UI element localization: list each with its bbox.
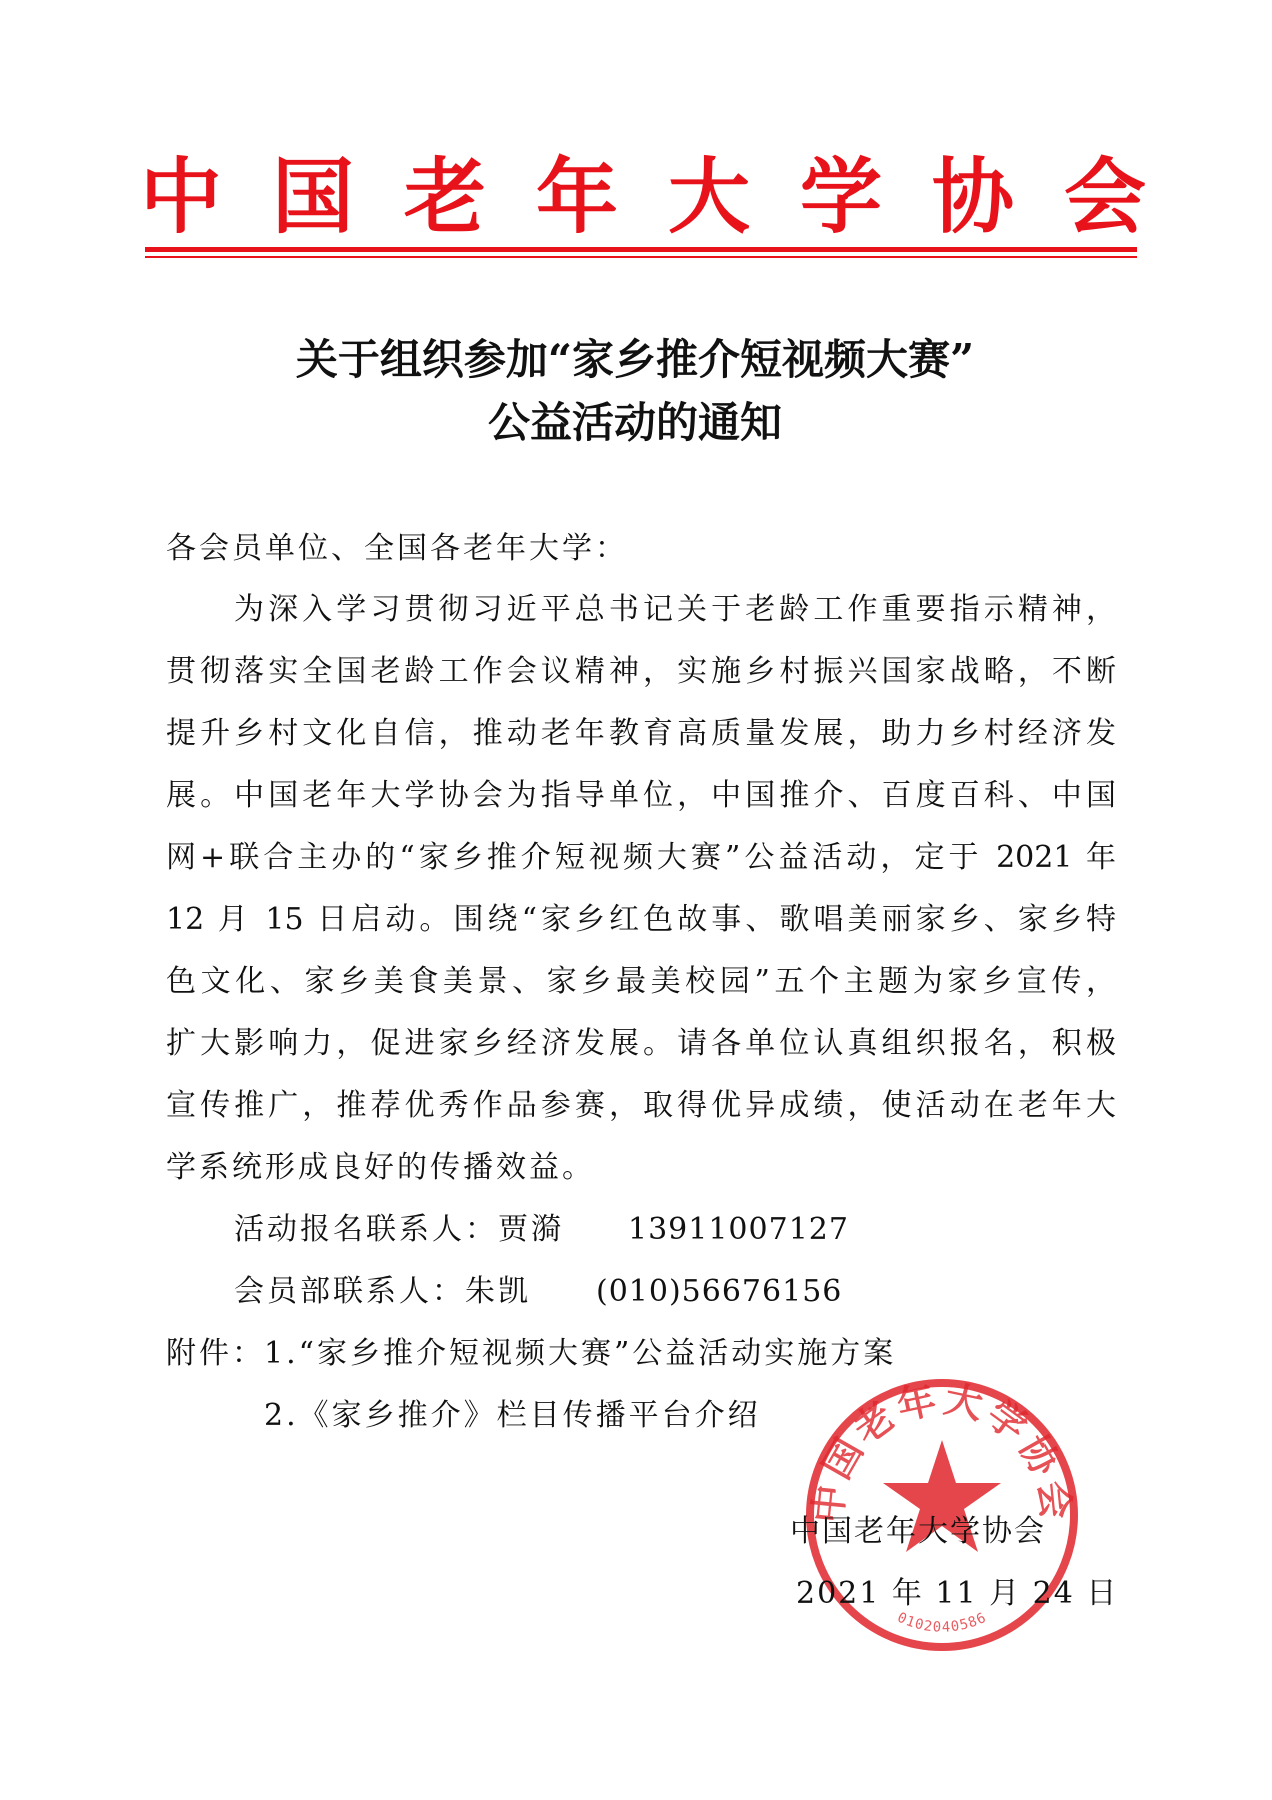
- attachments-label: 附件：: [166, 1336, 265, 1371]
- attachment-item: 1.“家乡推介短视频大赛”公益活动实施方案: [264, 1336, 897, 1371]
- attachment-item: 2.《家乡推介》栏目传播平台介绍: [264, 1398, 761, 1433]
- contact-registration-phone: 13911007127: [628, 1212, 849, 1247]
- salutation: 各会员单位、全国各老年大学：: [166, 531, 628, 566]
- body-line: 学系统形成良好的传播效益。: [166, 1150, 595, 1185]
- body-line: 提升乡村文化自信，推动老年教育高质量发展，助力乡村经济发: [166, 716, 1116, 751]
- signature-org: 中国老年大学协会: [790, 1514, 1046, 1549]
- letterhead-org-name: 中国老年大学协会: [140, 150, 1197, 245]
- body-line: 扩大影响力，促进家乡经济发展。请各单位认真组织报名，积极: [166, 1026, 1116, 1061]
- body-line: 网+联合主办的“家乡推介短视频大赛”公益活动，定于 2021 年: [166, 840, 1116, 875]
- body-line: 色文化、家乡美食美景、家乡最美校园”五个主题为家乡宣传，: [166, 964, 1116, 999]
- body-line: 宣传推广，推荐优秀作品参赛，取得优异成绩，使活动在老年大: [166, 1088, 1116, 1123]
- contact-membership-label: 会员部联系人：朱凯: [234, 1274, 531, 1309]
- document-title-line-1: 关于组织参加“家乡推介短视频大赛”: [295, 335, 975, 384]
- signature-date: 2021 年 11 月 24 日: [796, 1576, 1119, 1611]
- document-title-line-2: 公益活动的通知: [487, 398, 782, 447]
- seal-text: 中国老年大学协会: [805, 1376, 1079, 1525]
- contact-membership-phone: (010)56676156: [596, 1274, 843, 1309]
- contact-registration-label: 活动报名联系人：贾漪: [234, 1212, 564, 1247]
- body-line: 为深入学习贯彻习近平总书记关于老龄工作重要指示精神，: [234, 592, 1116, 627]
- letterhead-rule-thin: [145, 256, 1137, 258]
- body-line: 12 月 15 日启动。围绕“家乡红色故事、歌唱美丽家乡、家乡特: [166, 902, 1116, 937]
- body-line: 展。中国老年大学协会为指导单位，中国推介、百度百科、中国: [166, 778, 1116, 813]
- seal-number: 0102040586: [894, 1609, 990, 1636]
- body-line: 贯彻落实全国老龄工作会议精神，实施乡村振兴国家战略，不断: [166, 654, 1116, 689]
- letterhead-rule-thick: [145, 247, 1137, 252]
